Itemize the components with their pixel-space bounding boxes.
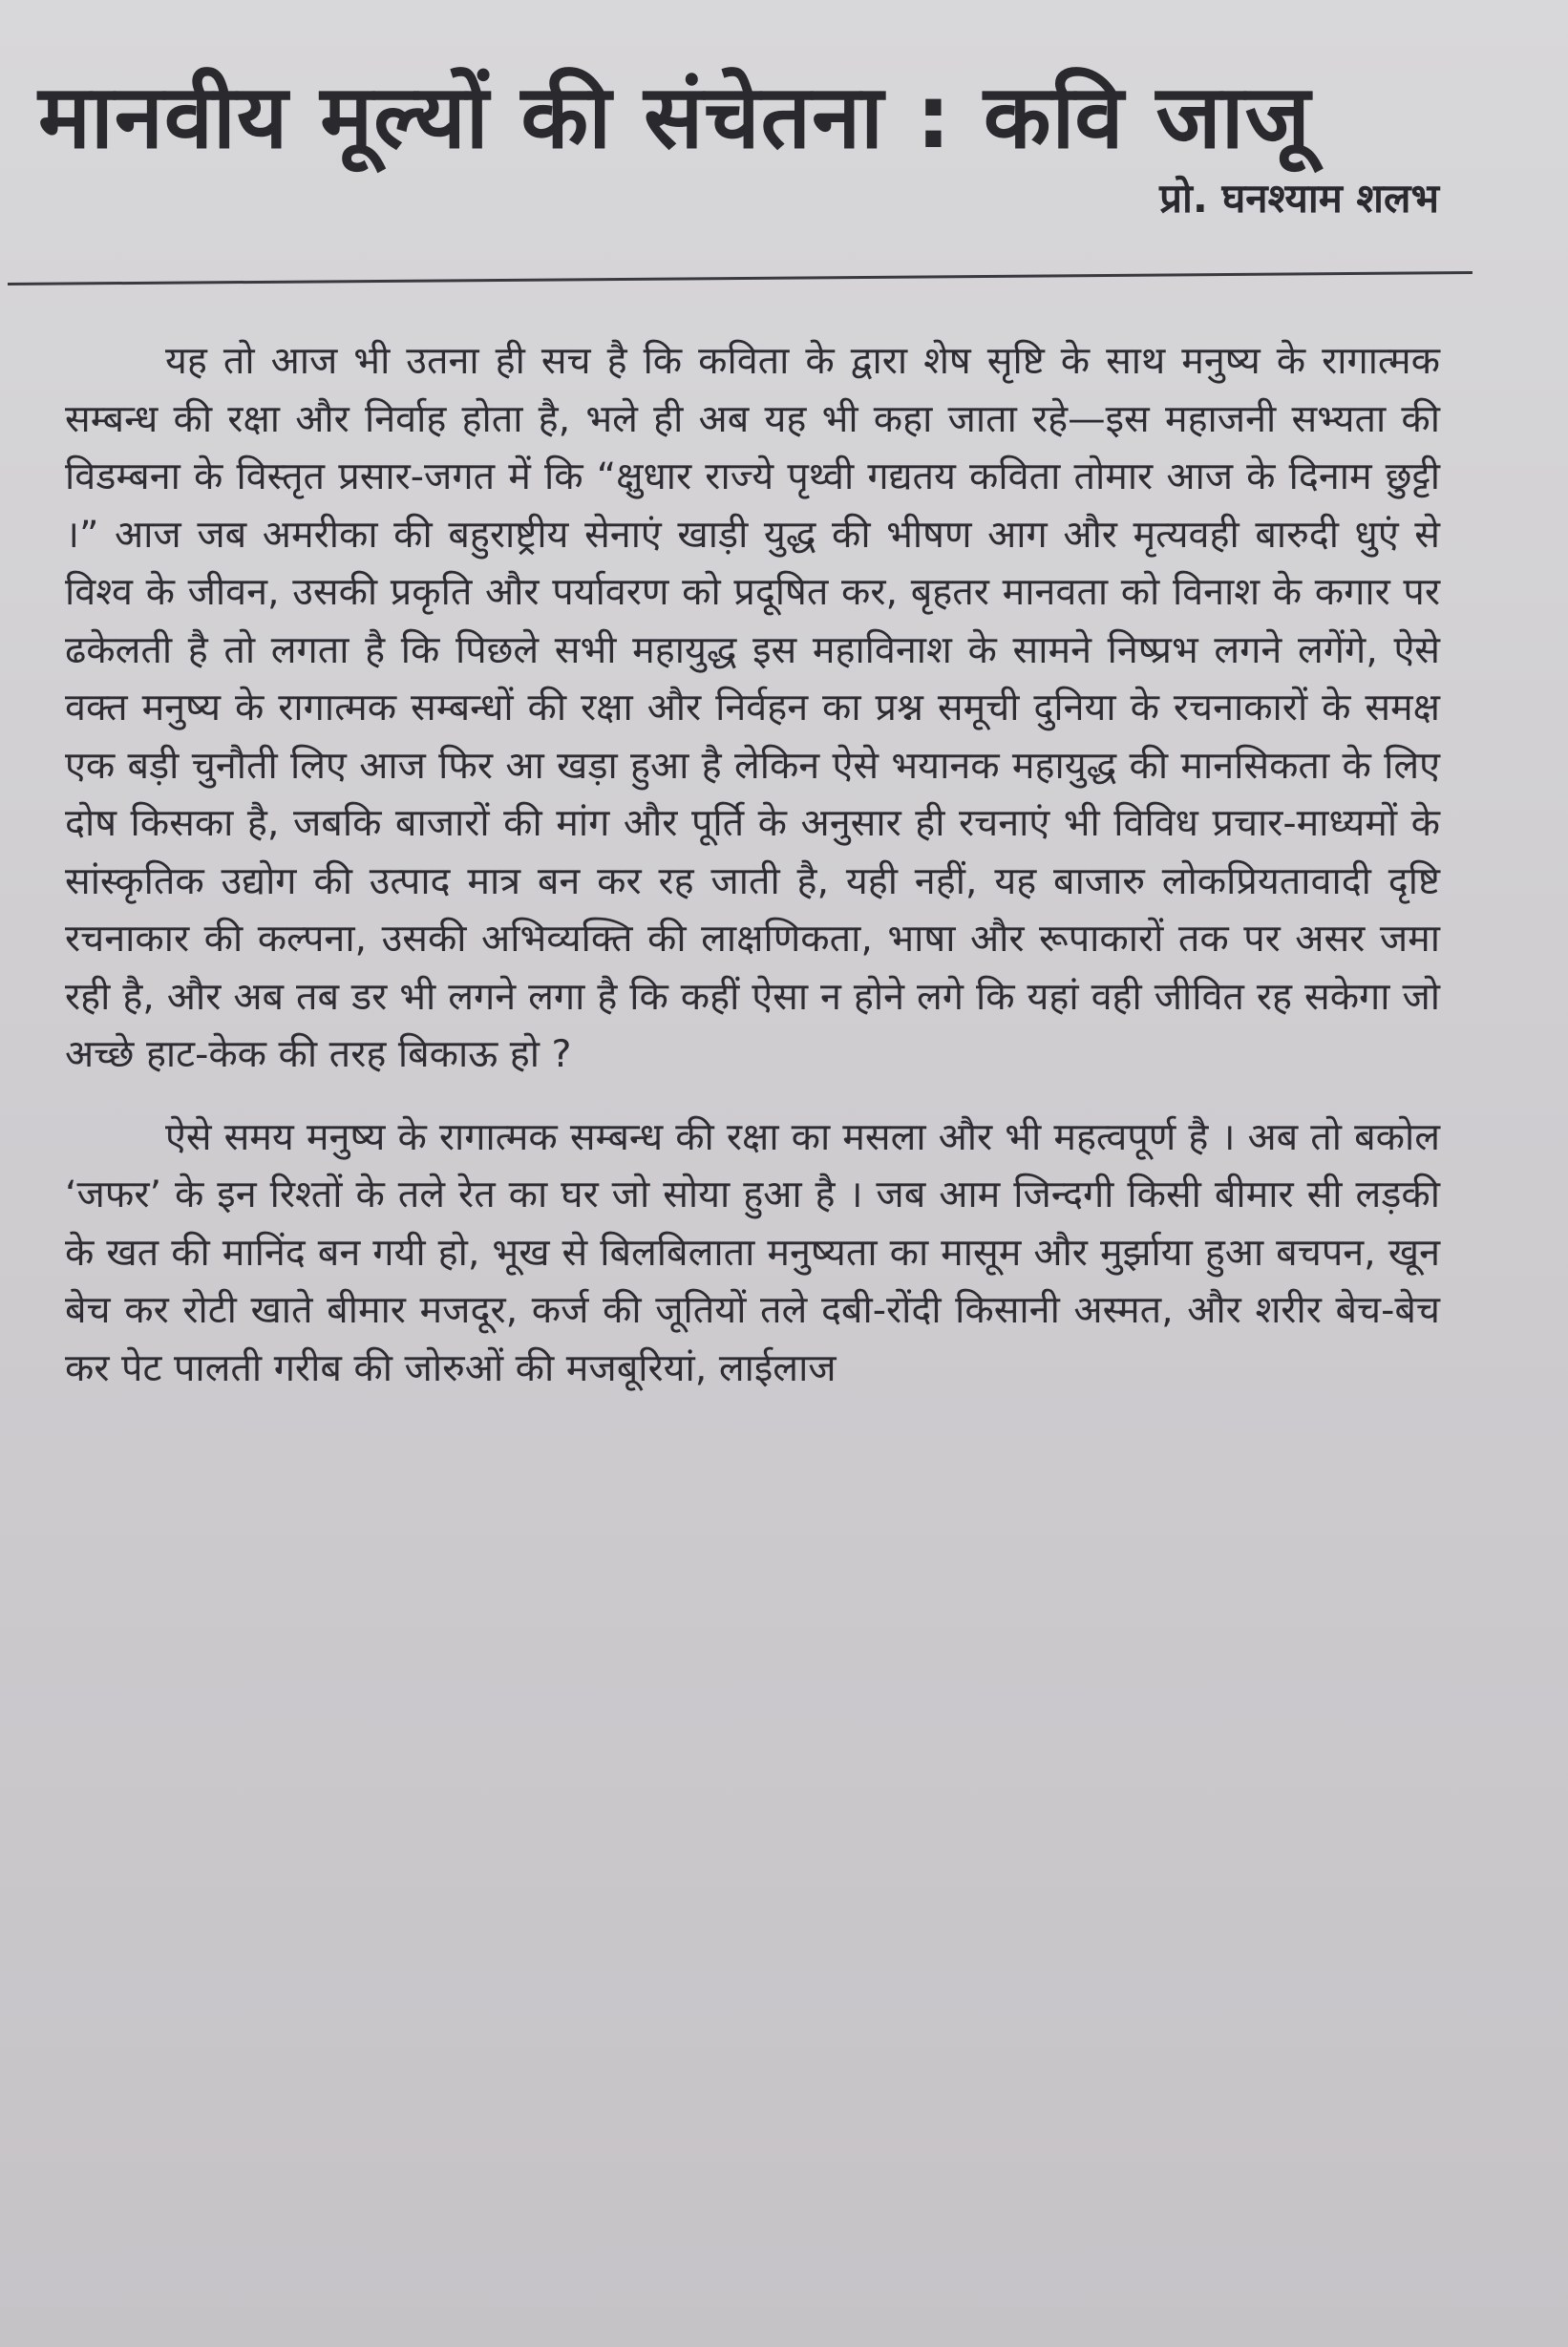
title-divider xyxy=(8,271,1473,285)
article-body xyxy=(65,332,1440,1397)
paragraph-2: ऐसे समय मनुष्य के रागात्मक सम्बन्ध की रक्षा का मसला और भी महत्वपूर्ण है । अब तो बकोल ‘जफर’ के इन रिश्तों के तले रेत का घर जो सोया हुआ है । जब आम जिन्दगी किसी बीमार सी लड़की के खत की मानिंद बन गयी हो, भूख से बिलबिलाता मनुष्यता का मासूम और मुर्झाया हुआ बचपन, खून बेच कर रोटी खाते बीमार मजदूर, कर्ज की जूतियों तले दबी-रोंदी किसानी अस्मत, और शरीर बेच-बेच कर पेट पालती गरीब की जोरुओं की मजबूरियां, लाईलाज xyxy=(65,1114,1440,1390)
article-title: मानवीय मूल्यों की संचेतना : कवि जाजू xyxy=(38,66,1311,168)
author-name: प्रो. घनश्याम शलभ xyxy=(1159,175,1439,222)
paragraph-1: यह तो आज भी उतना ही सच है कि कविता के द्वारा शेष सृष्टि के साथ मनुष्य के रागात्मक सम्बन्ध की रक्षा और निर्वाह होता है, भले ही अब यह भी कहा जाता रहे—इस महाजनी सभ्यता की विडम्बना के विस्तृत प्रसार-जगत में कि “क्षुधार राज्ये पृथ्वी गद्यतय कविता तोमार आज के दिनाम छुट्टी ।” आज जब अमरीका की बहुराष्ट्रीय सेनाएं खाड़ी युद्ध की भीषण आग और मृत्यवही बारुदी धुएं से विश्व के जीवन, उसकी प्रकृति और पर्यावरण को प्रदूषित कर, बृहतर मानवता को विनाश के कगार पर ढकेलती है तो लगता है कि पिछले सभी महायुद्ध इस महाविनाश के सामने निष्प्रभ लगने लगेंगे, ऐसे वक्त मनुष्य के रागात्मक सम्बन्धों की रक्षा और निर्वहन का प्रश्न समूची दुनिया के रचनाकारों के समक्ष एक बड़ी चुनौती लिए आज फिर आ खड़ा हुआ है लेकिन ऐसे भयानक महायुद्ध की मानसिकता के लिए दोष किसका है, जबकि बाजारों की मांग और पूर्ति के अनुसार ही रचनाएं भी विविध प्रचार-माध्यमों के सांस्कृतिक उद्योग की उत्पाद मात्र बन कर रह जाती है, यही नहीं, यह बाजारु लोकप्रियतावादी दृष्टि रचनाकार की कल्पना, उसकी अभिव्यक्ति की लाक्षणिकता, भाषा और रूपाकारों तक पर असर जमा रही है, और अब तब डर भी लगने लगा है कि कहीं ऐसा न होने लगे कि यहां वही जीवित रह सकेगा जो अच्छे हाट-केक की तरह बिकाऊ हो ? xyxy=(65,339,1440,1076)
